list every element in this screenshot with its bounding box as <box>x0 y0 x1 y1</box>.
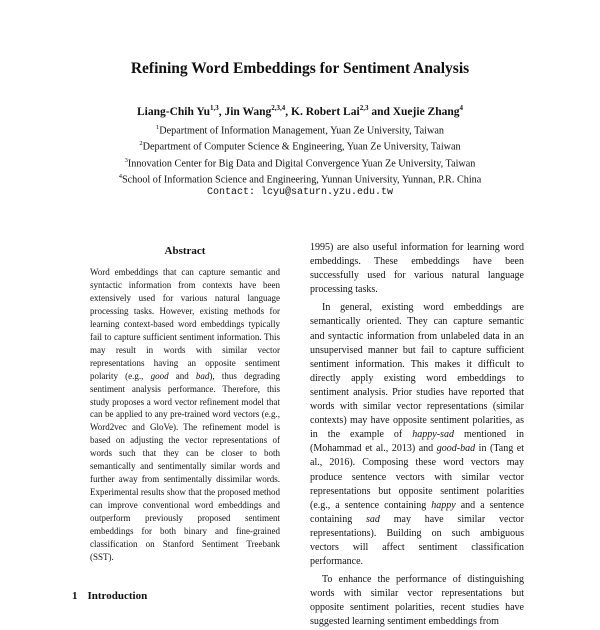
body-column-right <box>310 241 524 630</box>
author-affiliation-mark: 2,3 <box>359 104 369 112</box>
section-number: 1 <box>72 590 78 602</box>
author-affiliation-mark: 2,3,4 <box>271 104 286 112</box>
affiliation-line: $^2$Department of Computer Science & Engineering, Yuan Ze University, Taiwan <box>139 140 461 153</box>
author-name: Liang-Chih Yu <box>136 105 210 118</box>
abstract-heading: Abstract <box>164 245 206 257</box>
abstract-body: Word embeddings that can capture semantic and syntactic information from contexts have been extensively used for various natural language processing tasks. However, existing methods for learning context-based word embeddings typically fail to capture sufficient sentiment information. This may result in words with similar vector representations having an opposite sentiment polarity (e.g., good and bad), thus degrading sentiment analysis performance. Therefore, this study proposes a word vector refinement model that can be applied to any pre-trained word vectors (e.g., Word2vec and GloVe). The refinement model is based on adjusting the vector representations of words such that they can be closer to both semantically and sentimentally similar words and further away from sentimentally dissimilar words. Experimental results show that the proposed method can improve conventional word embeddings and outperform previously proposed sentiment embeddings for both binary and fine-grained classification on Stanford Sentiment Treebank (SST). <box>90 267 280 562</box>
paper-title: Refining Word Embeddings for Sentiment Analysis <box>130 60 470 77</box>
author-list: Liang-Chih Yu$^{1,3}$, Jin Wang$^{2,3,4}$, K. Robert Lai$^{2,3}$ and Xuejie Zhang$^4$ <box>136 104 464 118</box>
author-name: Xuejie Zhang <box>392 105 460 118</box>
author-name: Jin Wang <box>224 105 272 118</box>
affiliation-line: $^4$School of Information Science and Engineering, Yunnan University, Yunnan, P.R. China <box>118 172 482 186</box>
body-paragraph: In general, existing word embeddings are semantically oriented. They can capture semantic and syntactic information from unlabeled data in an unsupervised manner but fail to capture sufficient sentiment information. This makes it difficult to directly apply existing word embeddings to sentiment analysis. Prior studies have reported that words with similar vector representations (similar contexts) may have opposite sentiment polarities, as in the example of happy-sad mentioned in (Mohammad et al., 2013) and good-bad in (Tang et al., 2016). Composing these word vectors may produce sentence vectors with similar vector representations but opposite sentiment polarities (e.g., a sentence containing happy and a sentence containing sad may have similar vector representations). Building on such ambiguous vectors will affect sentiment classification performance. <box>310 302 524 568</box>
affiliation-line: $^3$Innovation Center for Big Data and Digital Convergence Yuan Ze University, Taiwan <box>124 156 476 169</box>
author-affiliation-mark: 4 <box>459 104 464 112</box>
author-affiliation-mark: 1,3 <box>209 104 219 112</box>
body-paragraph: To enhance the performance of distinguishing words with similar vector representations but opposite sentiment polarities, recent studies have suggested learning sentiment embeddings from <box>310 574 524 628</box>
affiliation-block <box>0 122 600 200</box>
section-title: Introduction <box>87 590 148 602</box>
affiliation-line: $^1$Department of Information Management, Yuan Ze University, Taiwan <box>156 124 444 137</box>
contact-email: Contact: lcyu@saturn.yzu.edu.tw <box>206 187 394 199</box>
author-name: K. Robert Lai <box>291 105 360 118</box>
body-paragraph: 1995) are also useful information for learning word embeddings. These embeddings have been successfully used for various natural language processing tasks. <box>310 242 524 296</box>
section-heading <box>72 590 272 602</box>
